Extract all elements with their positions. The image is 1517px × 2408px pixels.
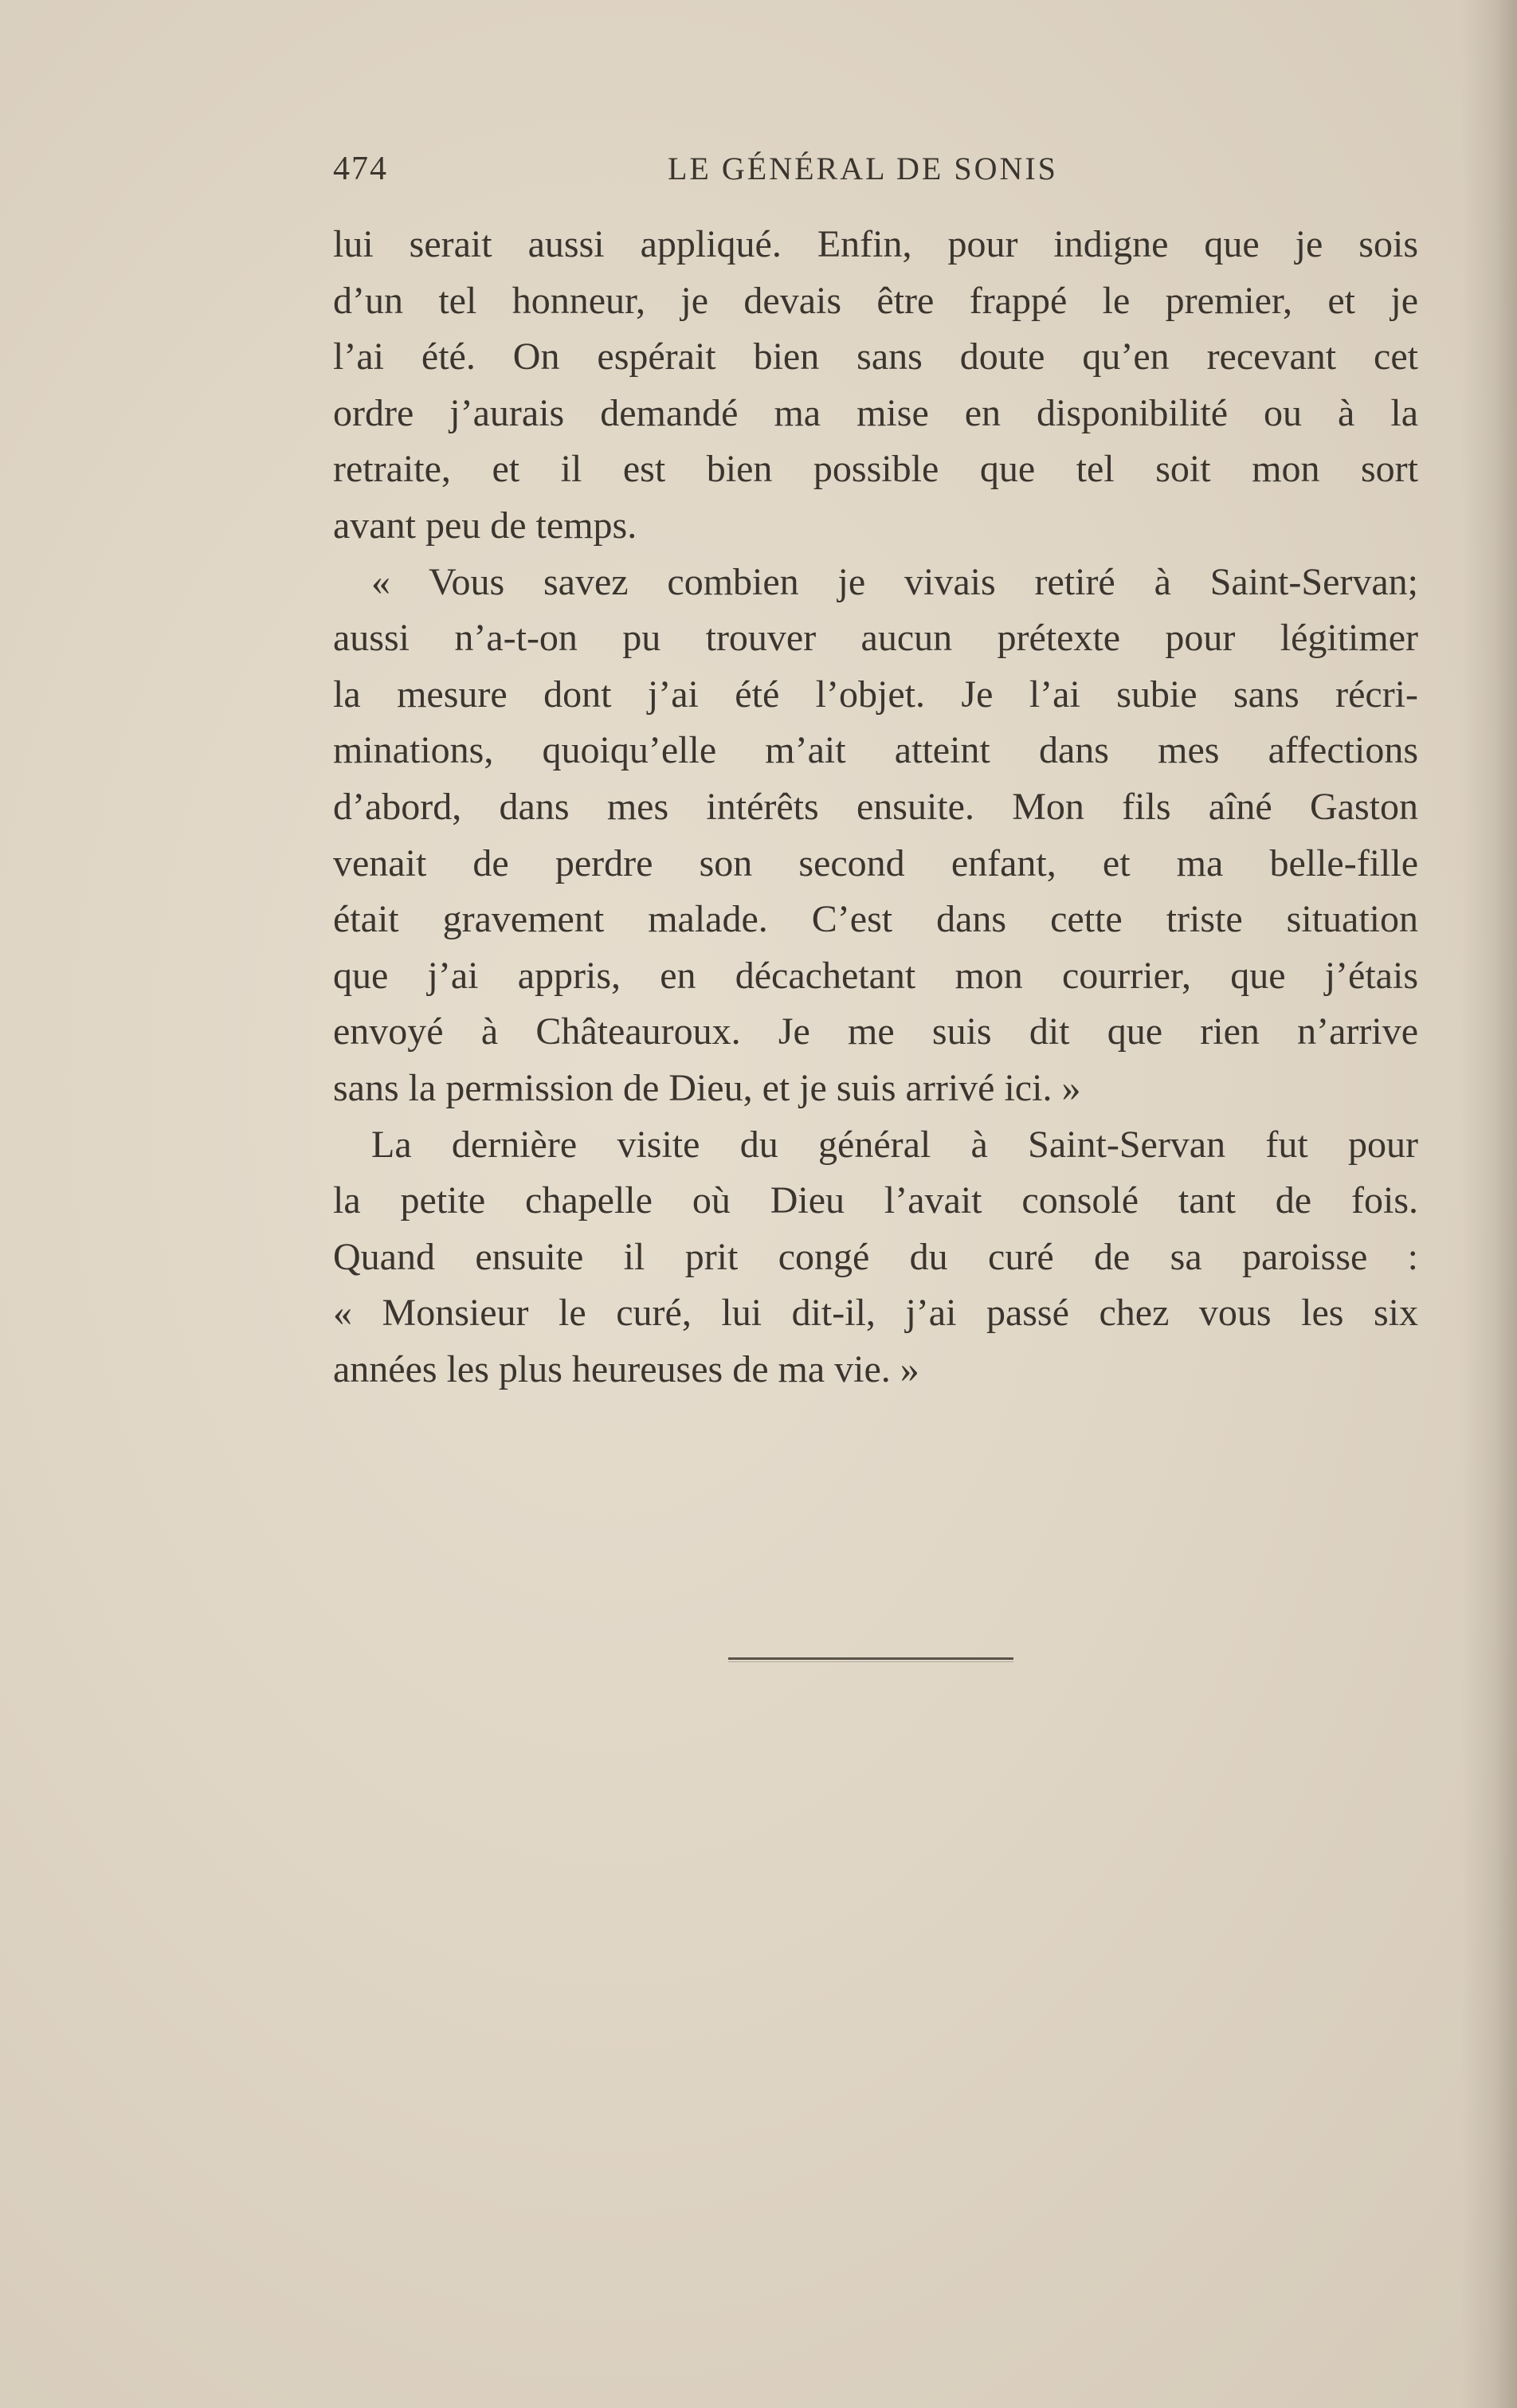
text-line: venait de perdre son second enfant, et ma belle-fille <box>333 841 1418 884</box>
body-text <box>333 217 1418 1398</box>
page-number: 474 <box>333 151 388 187</box>
text-line: aussi n’a-t-on pu trouver aucun prétexte pour légitimer <box>333 617 1418 660</box>
text-line: retraite, et il est bien possible que tel soit mon sort <box>333 448 1418 491</box>
running-title: LE GÉNÉRAL DE SONIS <box>668 151 1058 186</box>
text-line: « Vous savez combien je vivais retiré à Saint-Servan; <box>371 560 1418 603</box>
text-line: minations, quoiqu’elle m’ait atteint dans mes affections <box>333 729 1418 772</box>
text-line: la mesure dont j’ai été l’objet. Je l’ai subie sans récri- <box>333 673 1418 716</box>
text-line: envoyé à Châteauroux. Je me suis dit que rien n’arrive <box>333 1010 1418 1053</box>
text-line: était gravement malade. C’est dans cette triste situation <box>333 898 1418 941</box>
text-line: « Monsieur le curé, lui dit-il, j’ai passé chez vous les six <box>333 1292 1418 1335</box>
text-line: d’abord, dans mes intérêts ensuite. Mon fils aîné Gaston <box>333 785 1418 828</box>
end-of-chapter-rule <box>728 1657 1013 1660</box>
text-line: l’ai été. On espérait bien sans doute qu’en recevant cet <box>333 335 1418 378</box>
text-line: Quand ensuite il prit congé du curé de sa paroisse : <box>333 1235 1418 1278</box>
text-line: d’un tel honneur, je devais être frappé le premier, et je <box>333 279 1418 322</box>
text-line: sans la permission de Dieu, et je suis arrivé ici. » <box>333 1066 1081 1109</box>
text-line: années les plus heureuses de ma vie. » <box>333 1347 919 1390</box>
page-edge-shadow <box>1461 0 1517 2408</box>
text-line: avant peu de temps. <box>333 504 637 547</box>
text-line: lui serait aussi appliqué. Enfin, pour indigne que je sois <box>333 223 1418 265</box>
text-line: La dernière visite du général à Saint-Servan fut pour <box>371 1123 1418 1166</box>
running-head <box>333 150 1418 198</box>
text-line: ordre j’aurais demandé ma mise en disponibilité ou à la <box>333 391 1418 434</box>
text-line: que j’ai appris, en décachetant mon courrier, que j’étais <box>333 954 1418 997</box>
text-line: la petite chapelle où Dieu l’avait consolé tant de fois. <box>333 1179 1418 1222</box>
